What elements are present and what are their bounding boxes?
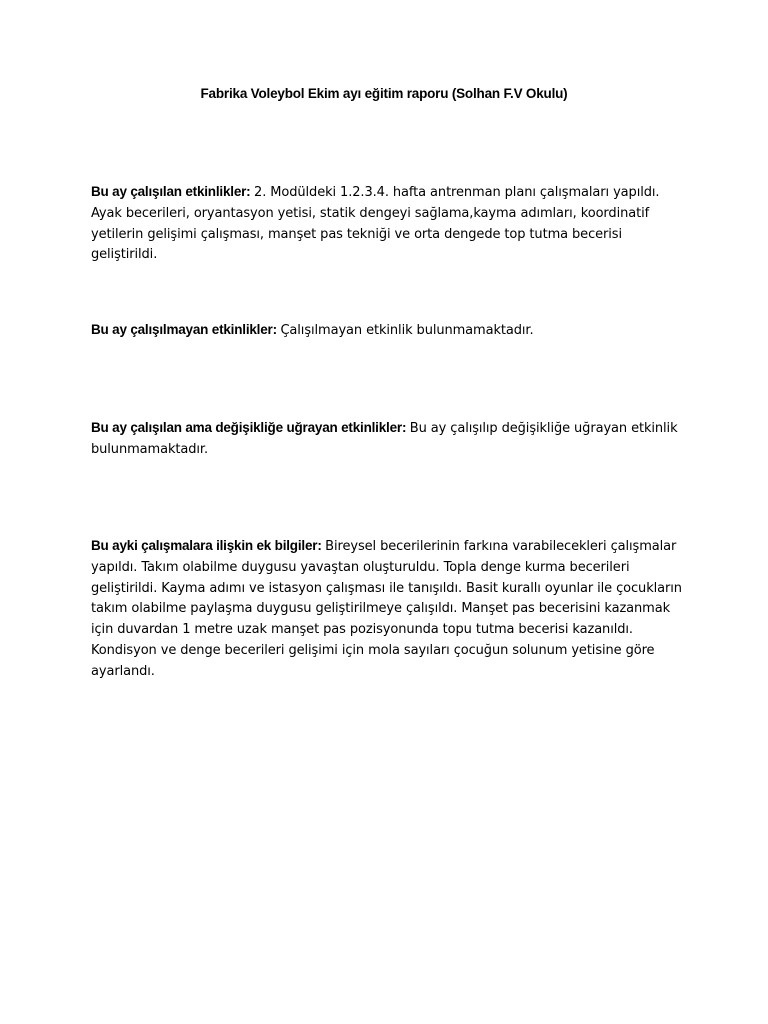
section-additional-info [91, 536, 691, 683]
section-activities-done [91, 182, 691, 266]
section-heading: Bu ayki çalışmalara ilişkin ek bilgiler: [91, 538, 326, 553]
section-text: Çalışılmayan etkinlik bulunmamaktadır. [280, 323, 534, 338]
section-activities-not-done [91, 320, 691, 342]
section-heading: Bu ay çalışılmayan etkinlikler: [91, 322, 281, 337]
section-text: Bireysel becerilerinin farkına varabilecekleri çalışmalar yapıldı. Takım olabilme duygusu yavaştan oluşturuldu. Topla denge kurma becerileri geliştirildi. Kayma adımı ve istasyon çalışması ile tanışıldı. Basit kurallı oyunlar ile çocukların takım olabilme paylaşma duygusu geliştirilmeye çalışıldı. Manşet pas becerisini kazanmak için duvardan 1 metre uzak manşet pas pozisyonunda topu tutma becerisi kazanıldı. Kondisyon ve denge becerileri gelişimi için mola sayıları çocuğun solunum yetisine göre ayarlandı. [91, 539, 682, 679]
section-heading: Bu ay çalışılan ama değişikliğe uğrayan etkinlikler: [91, 420, 410, 435]
section-heading: Bu ay çalışılan etkinlikler: [91, 184, 255, 199]
document-title: Fabrika Voleybol Ekim ayı eğitim raporu (Solhan F.V Okulu) [200, 86, 568, 101]
section-text: Bu ay çalışılıp değişikliğe uğrayan etkinlik bulunmamaktadır. [91, 421, 678, 457]
section-text: 2. Modüldeki 1.2.3.4. hafta antrenman planı çalışmaları yapıldı. Ayak becerileri, oryantasyon yetisi, statik dengeyi sağlama,kayma adımları, koordinatif yetilerin gelişimi çalışması, manşet pas tekniği ve orta dengede top tutma becerisi geliştirildi. [91, 185, 660, 263]
section-activities-changed [91, 418, 691, 461]
